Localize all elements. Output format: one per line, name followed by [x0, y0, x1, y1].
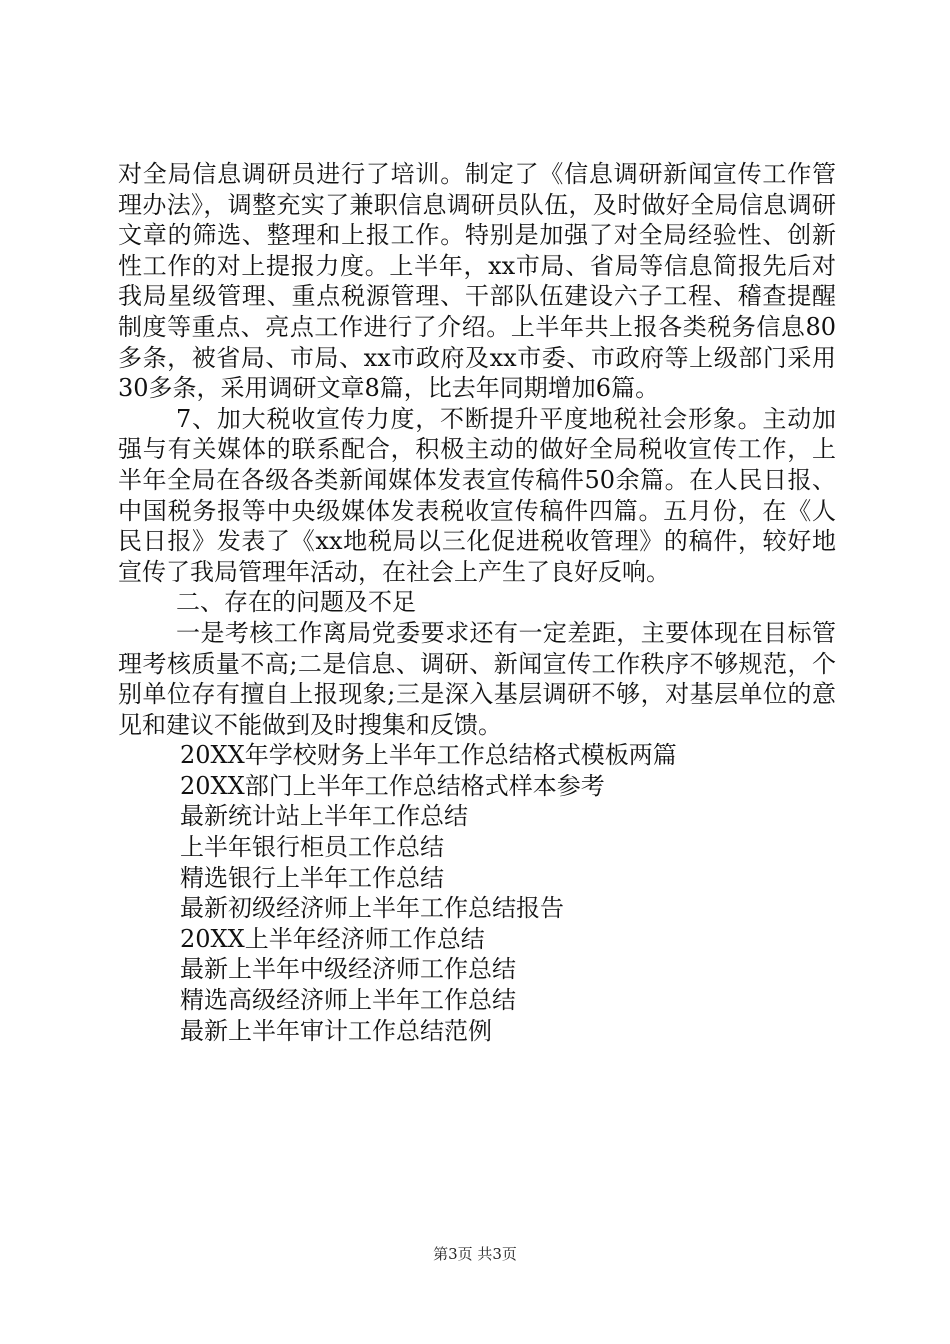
section-heading-problems: 二、存在的问题及不足 — [176, 588, 416, 617]
related-link[interactable]: 最新上半年审计工作总结范例 — [180, 1016, 492, 1045]
related-link[interactable]: 最新统计站上半年工作总结 — [180, 802, 468, 831]
related-link[interactable]: 20XX年学校财务上半年工作总结格式模板两篇 — [180, 741, 677, 770]
related-link[interactable]: 上半年银行柜员工作总结 — [180, 833, 444, 862]
related-link[interactable]: 精选高级经济师上半年工作总结 — [180, 986, 516, 1015]
related-links-list — [118, 740, 836, 1046]
document-body — [118, 159, 836, 1046]
related-link[interactable]: 20XX部门上半年工作总结格式样本参考 — [180, 771, 605, 800]
related-link[interactable]: 最新上半年中级经济师工作总结 — [180, 955, 516, 984]
related-link[interactable]: 精选银行上半年工作总结 — [180, 863, 444, 892]
paragraph-tax-publicity: 7、加大税收宣传力度，不断提升平度地税社会形象。主动加强与有关媒体的联系配合，积极主动的做好全局税收宣传工作，上半年全局在各级各类新闻媒体发表宣传稿件50余篇。在人民日报、中国税务报等中央级媒体发表税收宣传稿件四篇。五月份，在《人民日报》发表了《xx地税局以三化促进税收管理》的稿件，较好地宣传了我局管理年活动，在社会上产生了良好反响。 — [118, 404, 836, 586]
page-footer: 第3页 共3页 — [433, 1245, 517, 1263]
paragraph-problems: 一是考核工作离局党委要求还有一定差距，主要体现在目标管理考核质量不高;二是信息、调研、新闻宣传工作秩序不够规范，个别单位存有擅自上报现象;三是深入基层调研不够，对基层单位的意见和建议不能做到及时搜集和反馈。 — [118, 618, 836, 739]
related-link[interactable]: 最新初级经济师上半年工作总结报告 — [180, 894, 564, 923]
related-link[interactable]: 20XX上半年经济师工作总结 — [180, 924, 485, 953]
paragraph-info-research: 对全局信息调研员进行了培训。制定了《信息调研新闻宣传工作管理办法》，调整充实了兼职信息调研员队伍，及时做好全局信息调研文章的筛选、整理和上报工作。特别是加强了对全局经验性、创新性工作的对上提报力度。上半年，xx市局、省局等信息简报先后对我局星级管理、重点税源管理、干部队伍建设六子工程、稽查提醒制度等重点、亮点工作进行了介绍。上半年共上报各类税务信息80多条，被省局、市局、xx市政府及xx市委、市政府等上级部门采用30多条，采用调研文章8篇，比去年同期增加6篇。 — [118, 160, 836, 403]
